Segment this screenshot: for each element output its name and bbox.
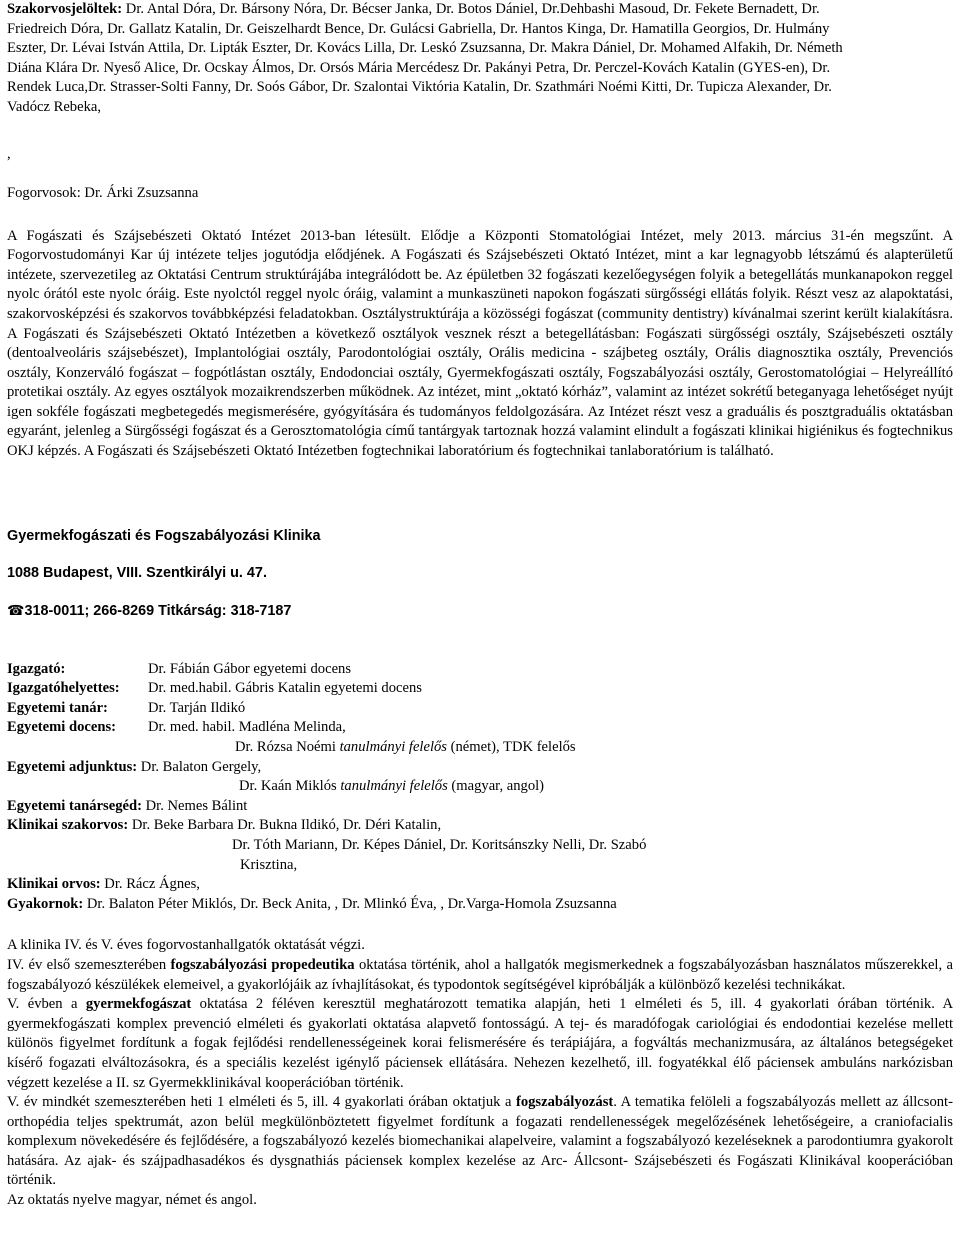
candidates-line-3: Eszter, Dr. Lévai István Attila, Dr. Lipták Eszter, Dr. Kovács Lilla, Dr. Leskó Zsuzsanna, Dr. Makra Dániel, Dr. Mohamed Alfakih, Dr. Németh bbox=[7, 40, 843, 57]
candidates-line-6: Vadócz Rebeka, bbox=[7, 98, 102, 115]
docent-row bbox=[7, 718, 953, 738]
director-name: Dr. Fábián Gábor egyetemi docens bbox=[148, 660, 352, 677]
teaching-languages: Az oktatás nyelve magyar, német és angol. bbox=[7, 1192, 257, 1209]
adjunct-line-2: Dr. Kaán Miklós tanulmányi felelős (magyar, angol) bbox=[239, 778, 545, 795]
candidates-line-5: Rendek Luca,Dr. Strasser-Solti Fanny, Dr. Soós Gábor, Dr. Szalontai Viktória Katalin, Dr. Szathmári Noémi Kitti, Dr. Tupicza Alexander, Dr. bbox=[7, 79, 832, 96]
clinic-address: 1088 Budapest, VIII. Szentkirályi u. 47. bbox=[7, 565, 267, 582]
specialist-line-1: Klinikai szakorvos: Dr. Beke Barbara Dr. Bukna Ildikó, Dr. Déri Katalin, bbox=[7, 817, 442, 834]
director-row bbox=[7, 660, 953, 680]
professor-label: Egyetemi tanár: bbox=[7, 699, 108, 716]
telephone-icon: ☎ bbox=[7, 603, 25, 620]
dentists-line: Fogorvosok: Dr. Árki Zsuzsanna bbox=[7, 185, 199, 202]
docent-name-1: Dr. med. habil. Madléna Melinda, bbox=[148, 719, 346, 736]
adjunct-line-1: Egyetemi adjunktus: Dr. Balaton Gergely, bbox=[7, 758, 262, 775]
candidates-line-4: Diána Klára Dr. Nyeső Alice, Dr. Ocskay Álmos, Dr. Orsós Mária Mercédesz Dr. Pakányi Petra, Dr. Perczel-Kovách Katalin (GYES-en), Dr. bbox=[7, 59, 831, 76]
specialist-line-2: Dr. Tóth Mariann, Dr. Képes Dániel, Dr. Koritsánszky Nelli, Dr. Szabó bbox=[232, 836, 647, 853]
clinic-title: Gyermekfogászati és Fogszabályozási Klinika bbox=[7, 527, 321, 544]
professor-name: Dr. Tarján Ildikó bbox=[148, 699, 246, 716]
teaching-intro: A klinika IV. és V. éves fogorvostanhallgatók oktatását végzi. bbox=[7, 937, 365, 954]
specialist-line-3: Krisztina, bbox=[240, 856, 298, 873]
docent-label: Egyetemi docens: bbox=[7, 719, 117, 736]
clinic-phone: ☎318-0011; 266-8269 Titkárság: 318-7187 bbox=[7, 602, 953, 622]
teaching-paragraph-4th-year: IV. év első szemeszterében fogszabályozási propedeutika oktatása történik, ahol a hallgatók megismerkednek a fogszabályozásban használatos műszerekkel, a fogszabályozó készülékek elemeivel, a gyakorlójáik az ívhajlításokat, és typodontok segítségével kipróbálják a különböző kezelési technikákat. bbox=[7, 956, 953, 993]
docent-line-2: Dr. Rózsa Noémi tanulmányi felelős (német), TDK felelős bbox=[235, 739, 576, 755]
director-label: Igazgató: bbox=[7, 660, 66, 677]
clinician-line: Klinikai orvos: Dr. Rácz Ágnes, bbox=[7, 876, 200, 893]
candidates-label: Szakorvosjelöltek: bbox=[7, 1, 123, 17]
deputy-row bbox=[7, 679, 953, 699]
assistant-line: Egyetemi tanársegéd: Dr. Nemes Bálint bbox=[7, 797, 248, 814]
teaching-paragraph-orthodontics: V. év mindkét szemeszterében heti 1 elméleti és 5, ill. 4 gyakorlati órában oktatjuk a fogszabályozást. A tematika felöleli a fogszabályozás mellett az állcsont-orthopédia teljes spektrumát, azon belül megkülönböztetett figyelmet fordítunk a fogazati rendellenességek megelőzésének lehetőségeire, a craniofacialis komplexum növekedésére és fejlődésére, a fogszabályozó kezelés biomechanikai alapelveire, valamint a fogszabályozó kezeléseknek a parodontiumra gyakorolt hatására. Az ajak- és szájpadhasadékos és dysgnathiás páciensek komplex kezelése az Arc- Állcsont- Szájsebészeti és Fogászati Klinikával kooperációban történik. bbox=[7, 1094, 953, 1189]
intro-paragraph: A Fogászati és Szájsebészeti Oktató Intézet 2013-ban létesült. Elődje a Központi Stomatológiai Intézet, mely 2013. március 31-én megszűnt. A Fogorvostudományi Kar új intézete teljes jogutódja elődjének. A Fogászati és Szájsebészeti Oktató Intézet, mint a kar legnagyobb létszámú és alapterületű intézete, szervezetileg az Oktatási Centrum struktúrájába integrálódott be. Az épületben 32 fogászati kezelőegységen folyik a betegellátás munkanapokon reggel nyolc órától este nyolc óráig. Este nyolctól reggel nyolc óráig, valamint a munkaszüneti napokon fogászati sürgősségi ellátás folyik. Részt vesz az alapoktatási, szakorvosképzési és szakorvos továbbképzési feladatokban. Osztálystruktúrája a közösségi fogászat (community dentistry) kívánalmai szerint került kialakításra. A Fogászati és Szájsebészeti Oktató Intézetben a következő osztályok vesznek részt a betegellátásban: Fogászati sürgősségi osztály, Szájsebészeti osztály (dentoalveoláris szájsebészet), Implantológiai osztály, Parodontológiai osztály, Orális medicina - szájbeteg osztály, Orális diagnosztika osztály, Prevenciós osztály, Konzerváló fogászat – fogpótlástan osztály, Endodonciai osztály, Gyermekfogászati osztály, Fogszabályozási osztály, Gerostomatológiai – Helyreállító protetikai osztály. Az egyes osztályok mozaikrendszerben működnek. Az intézet, mint „oktató kórház”, valamint az intézet sokrétű beteganyaga lehetőséget nyújt igen sokféle fogászati megbetegedés megismerésére, gyógyítására és tudományos feldolgozására. Az Intézet részt vesz a graduális és posztgraduális oktatásban egyaránt, jelenleg a Sürgősségi fogászat és a Gerosztomatológia című tantárgyak tartoznak hozzá valamint elindult a fogászati klinikai higiénikus és fogtechnikus OKJ képzés. A Fogászati és Szájsebészeti Oktató Intézetben fogtechnikai laboratórium és fogtechnikai tanlaboratórium is található. bbox=[7, 227, 953, 460]
teaching-paragraph-pediatric: V. évben a gyermekfogászat oktatása 2 féléven keresztül meghatározott tematika alapján, heti 1 elméleti és 5, ill. 4 gyakorlati órában történik. A gyermekfogászati komplex prevenció elméleti és gyakorlati oktatása alapvető fontosságú. A tej- és maradófogak cariológiai és endodontiai kezelése mellett különös figyelmet fordítunk a fogak fejlődési rendellenességeinek korai felismerésére és terápiájára, a fogváltás mechanizmusára, az általános betegségeket kísérő fogazati elváltozásokra, és a speciális kezelést igénylő páciensek ellátására. Nehezen kezelhető, ill. fogyatékkal élő páciensek ambuláns narkózisban végzett kezelése a II. sz Gyermekklinikával kooperációban történik. bbox=[7, 996, 953, 1091]
trainee-line: Gyakornok: Dr. Balaton Péter Miklós, Dr. Beck Anita, , Dr. Mlinkó Éva, , Dr.Varga-Homola Zsuzsanna bbox=[7, 895, 617, 912]
stray-comma: , bbox=[7, 146, 11, 163]
deputy-name: Dr. med.habil. Gábris Katalin egyetemi docens bbox=[148, 680, 422, 697]
deputy-label: Igazgatóhelyettes: bbox=[7, 680, 120, 697]
candidates-line-1: Szakorvosjelöltek: Dr. Antal Dóra, Dr. Bársony Nóra, Dr. Bécser Janka, Dr. Botos Dániel, Dr.Dehbashi Masoud, Dr. Fekete Bernadett, Dr. bbox=[7, 1, 820, 17]
professor-row bbox=[7, 699, 953, 719]
candidates-line-2: Friedreich Dóra, Dr. Gallatz Katalin, Dr. Geiszelhardt Bence, Dr. Gulácsi Gabriella, Dr. Hantos Kinga, Dr. Hamatilla Georgios, Dr. Hulmány bbox=[7, 20, 830, 37]
